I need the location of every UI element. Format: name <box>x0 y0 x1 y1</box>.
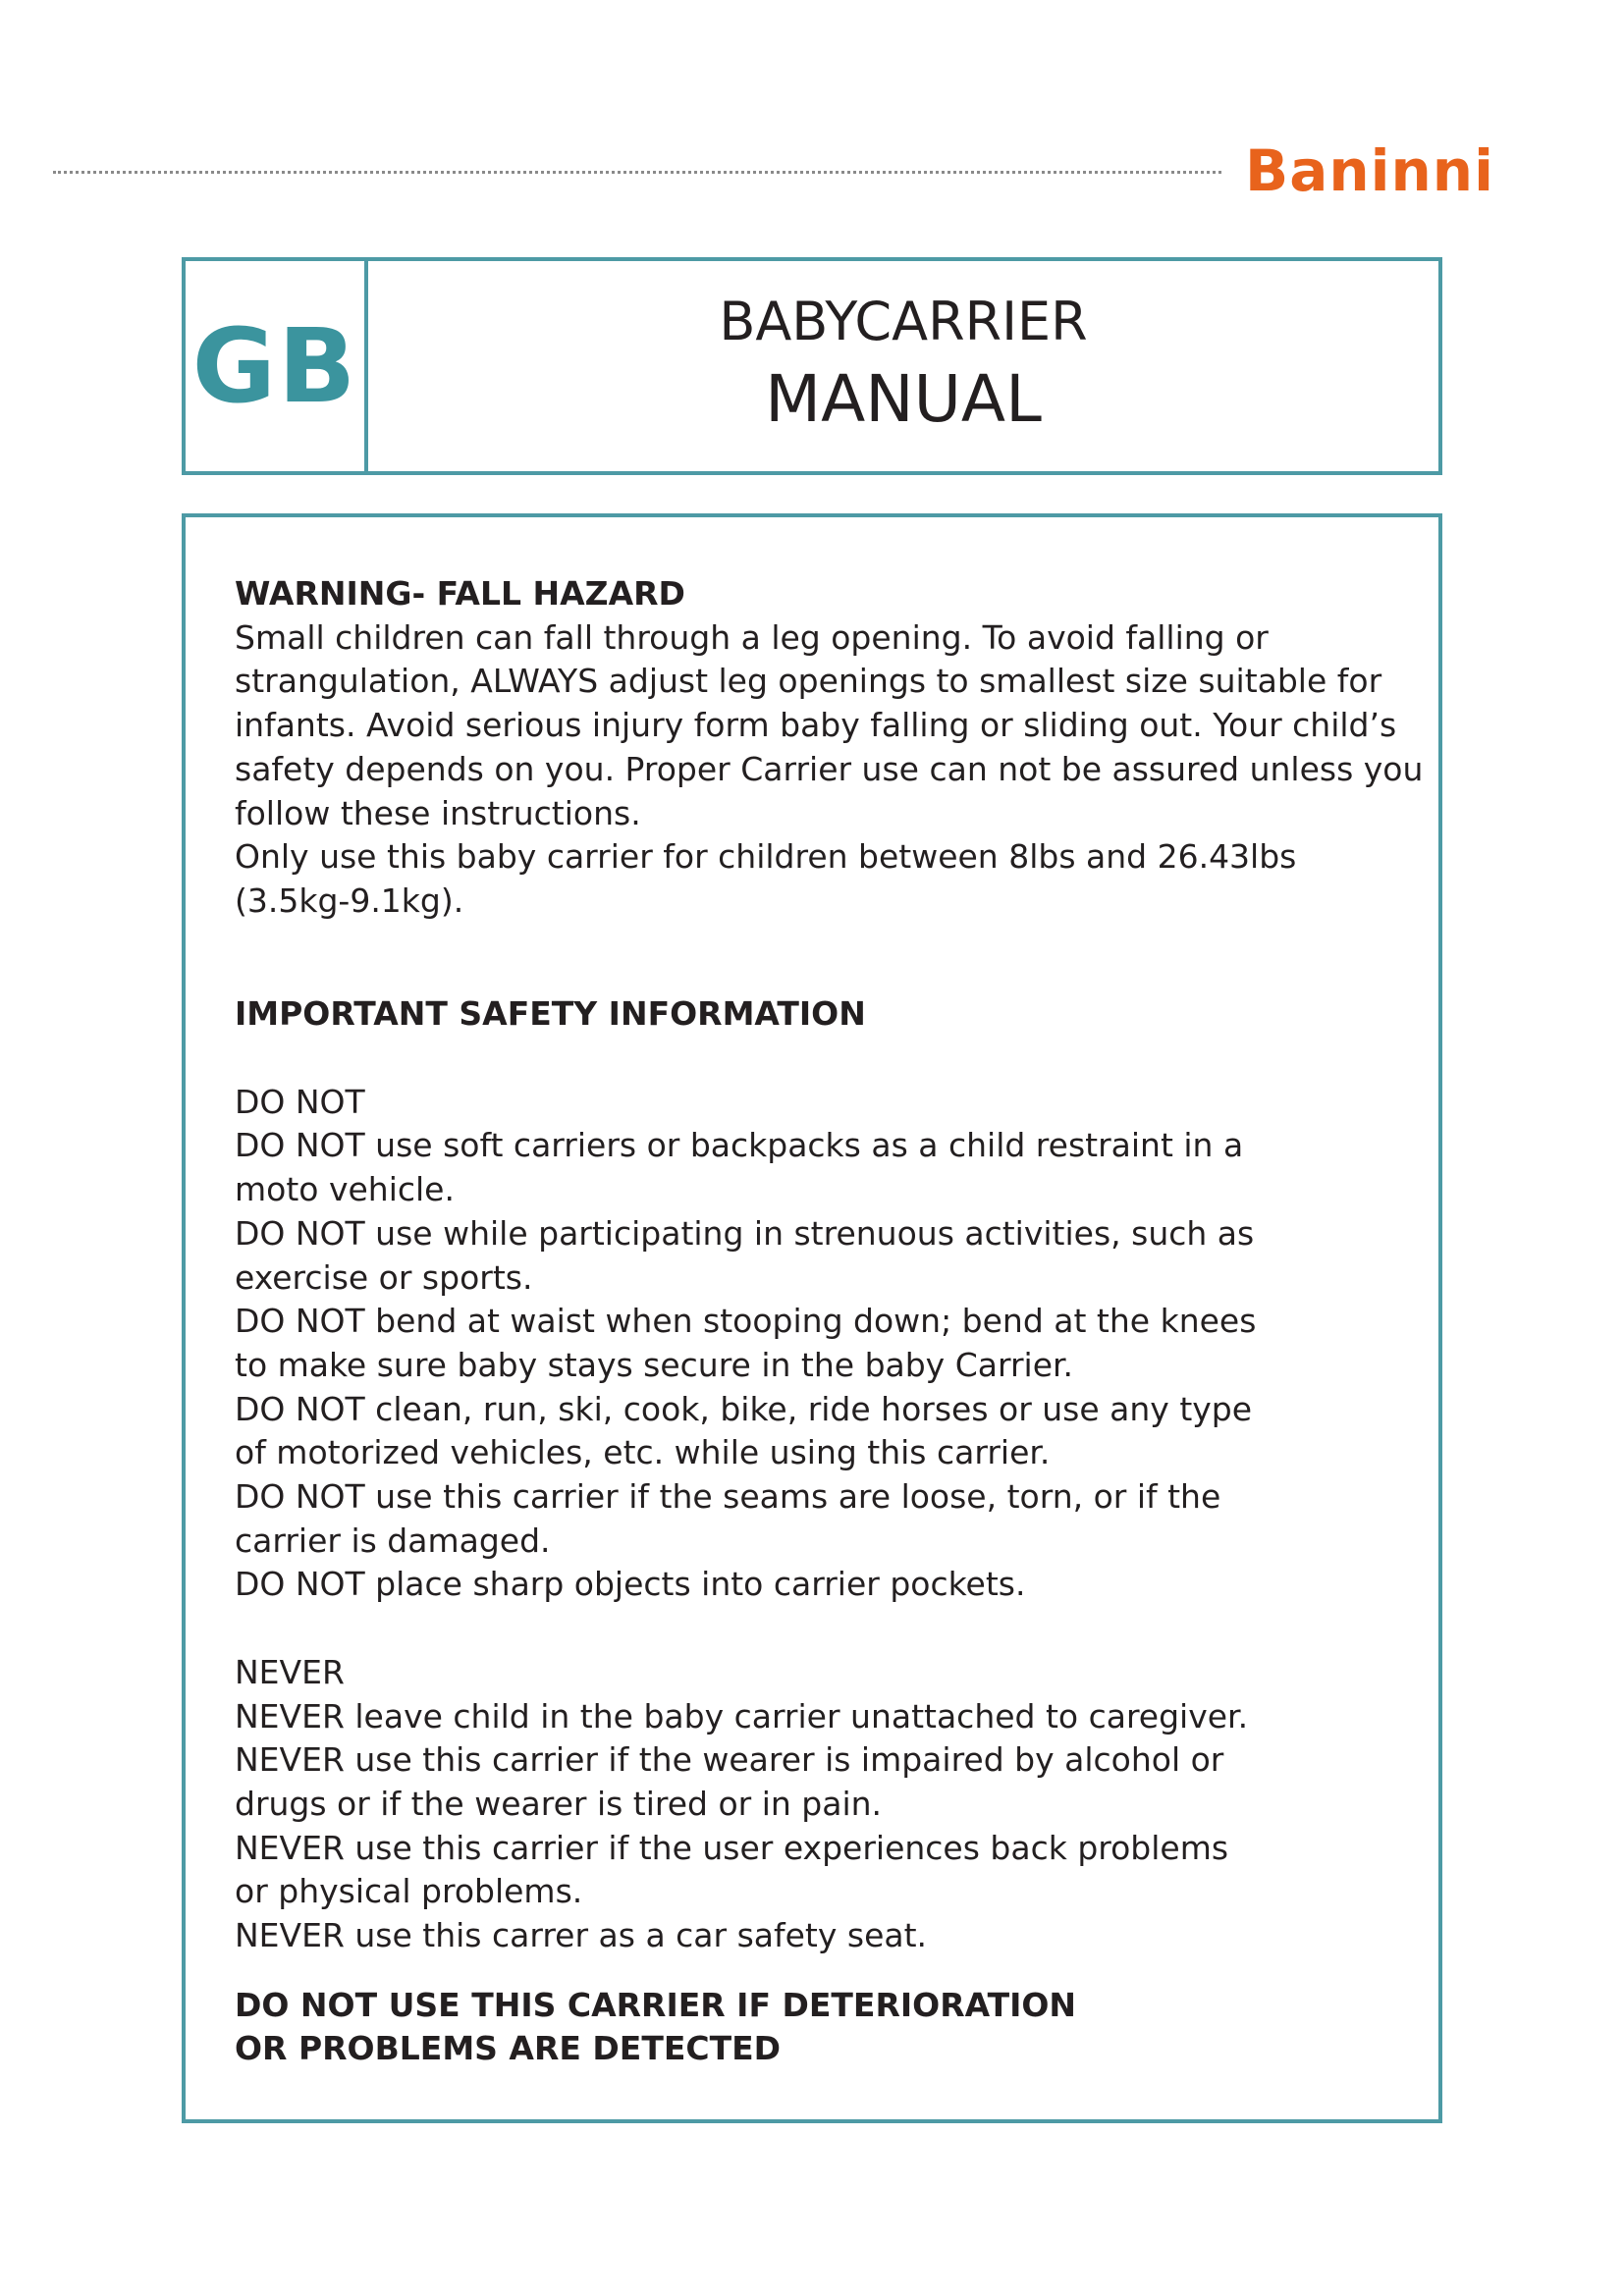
brand-logo: Baninni <box>1245 137 1494 204</box>
do-not-line: DO NOT use while participating in strenuous activities, such as <box>235 1213 1255 1253</box>
never-line: NEVER leave child in the baby carrier unattached to caregiver. <box>235 1696 1249 1735</box>
warning-line: Small children can fall through a leg opening. To avoid falling or <box>235 617 1269 657</box>
do-not-line: carrier is damaged. <box>235 1521 551 1560</box>
warning-line: follow these instructions. <box>235 793 641 832</box>
do-not-line: DO NOT use this carrier if the seams are loose, torn, or if the <box>235 1477 1221 1517</box>
warning-line: safety depends on you. Proper Carrier use can not be assured unless you <box>235 749 1424 788</box>
never-line: NEVER use this carrier if the wearer is impaired by alcohol or <box>235 1740 1224 1780</box>
weight-range-line: (3.5kg-9.1kg). <box>235 881 464 920</box>
never-line: drugs or if the wearer is tired or in pain. <box>235 1784 883 1823</box>
never-line: NEVER use this carrer as a car safety seat. <box>235 1916 928 1955</box>
title-cell <box>368 261 1438 471</box>
do-not-line: DO NOT clean, run, ski, cook, bike, ride horses or use any type <box>235 1389 1253 1428</box>
safety-content <box>235 572 1424 2071</box>
safety-heading: IMPORTANT SAFETY INFORMATION <box>235 994 866 1034</box>
final-warning-line: OR PROBLEMS ARE DETECTED <box>235 2029 782 2068</box>
do-not-heading: DO NOT <box>235 1082 365 1121</box>
never-line: or physical problems. <box>235 1872 583 1911</box>
warning-line: strangulation, ALWAYS adjust leg openings to smallest size suitable for <box>235 662 1382 701</box>
language-code: GB <box>191 306 358 426</box>
dotted-divider <box>53 171 1221 174</box>
do-not-line: DO NOT place sharp objects into carrier pockets. <box>235 1565 1026 1604</box>
title-header <box>182 257 1442 475</box>
safety-content-box <box>182 513 1442 2123</box>
warning-heading: WARNING- FALL HAZARD <box>235 574 685 613</box>
never-line: NEVER use this carrier if the user experiences back problems <box>235 1828 1229 1867</box>
do-not-line: exercise or sports. <box>235 1257 533 1297</box>
document-title-line1: BABYCARRIER <box>719 291 1088 352</box>
document-title-line2: MANUAL <box>765 361 1042 437</box>
do-not-line: moto vehicle. <box>235 1170 455 1209</box>
final-warning-line: DO NOT USE THIS CARRIER IF DETERIORATION <box>235 1985 1077 2024</box>
language-cell <box>186 261 368 471</box>
do-not-line: DO NOT use soft carriers or backpacks as a child restraint in a <box>235 1126 1244 1165</box>
warning-line: infants. Avoid serious injury form baby falling or sliding out. Your child’s <box>235 706 1397 745</box>
do-not-line: DO NOT bend at waist when stooping down; bend at the knees <box>235 1302 1257 1341</box>
do-not-line: to make sure baby stays secure in the baby Carrier. <box>235 1345 1074 1384</box>
do-not-line: of motorized vehicles, etc. while using this carrier. <box>235 1433 1051 1472</box>
weight-range-line: Only use this baby carrier for children between 8lbs and 26.43lbs <box>235 837 1297 877</box>
never-heading: NEVER <box>235 1652 345 1691</box>
